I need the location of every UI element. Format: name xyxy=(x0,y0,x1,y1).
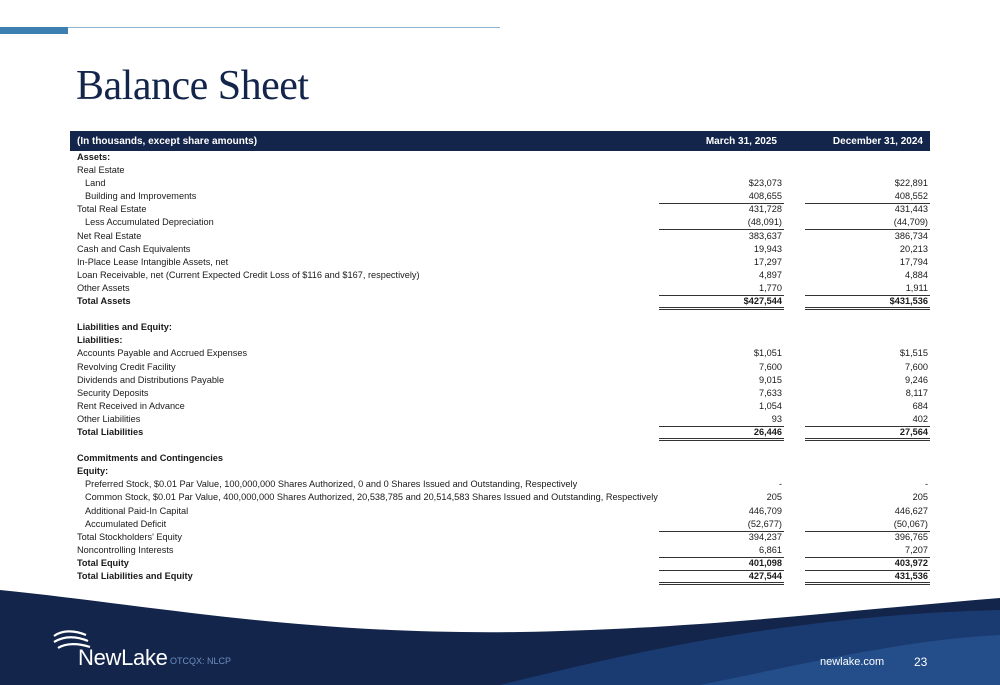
value-dec-2024: 403,972 xyxy=(805,557,930,571)
table-row xyxy=(70,478,930,491)
row-label: Assets: xyxy=(77,152,111,162)
row-label: Accumulated Deficit xyxy=(85,518,167,529)
value-dec-2024: 386,734 xyxy=(894,230,928,241)
logo-text: NewLake xyxy=(78,645,168,670)
value-march-2025: $23,073 xyxy=(748,178,782,189)
value-dec-2024: 27,564 xyxy=(805,426,930,441)
value-march-2025: 7,600 xyxy=(759,361,782,372)
table-row xyxy=(70,426,930,439)
value-march-2025: 6,861 xyxy=(659,544,784,558)
value-march-2025: $1,051 xyxy=(753,348,782,359)
table-row xyxy=(70,203,930,216)
value-march-2025: 1,770 xyxy=(659,282,784,296)
row-label: Equity: xyxy=(77,466,109,477)
table-header xyxy=(70,131,930,151)
table-body xyxy=(70,151,930,583)
table-row xyxy=(70,505,930,518)
value-march-2025: 394,237 xyxy=(748,531,782,542)
row-label: Cash and Cash Equivalents xyxy=(77,243,191,254)
row-label: Noncontrolling Interests xyxy=(77,544,174,555)
table-row xyxy=(70,557,930,570)
table-row xyxy=(70,491,930,504)
value-march-2025: 4,897 xyxy=(759,269,782,280)
value-dec-2024: - xyxy=(924,479,928,490)
value-dec-2024: 4,884 xyxy=(905,269,928,280)
row-label: Less Accumulated Depreciation xyxy=(85,217,214,228)
row-label: Total Equity xyxy=(77,557,129,568)
value-march-2025: (52,677) xyxy=(659,518,784,532)
table-row xyxy=(70,400,930,413)
value-dec-2024: (44,709) xyxy=(805,216,930,230)
page-number: 23 xyxy=(914,655,928,669)
value-march-2025: 446,709 xyxy=(748,505,782,516)
table-row xyxy=(70,190,930,203)
table-row xyxy=(70,282,930,295)
value-dec-2024: 1,911 xyxy=(805,282,930,296)
value-dec-2024: 684 xyxy=(912,400,928,411)
row-label: Other Assets xyxy=(77,282,130,293)
row-label: Preferred Stock, $0.01 Par Value, 100,000,000 Shares Authorized, 0 and 0 Shares Issued and Outstanding, Respectively xyxy=(85,479,578,490)
table-row xyxy=(70,164,930,177)
value-march-2025: 9,015 xyxy=(759,374,782,385)
table-row xyxy=(70,295,930,308)
value-dec-2024: $431,536 xyxy=(805,295,930,310)
row-label: Total Stockholders' Equity xyxy=(77,531,182,542)
table-row xyxy=(70,361,930,374)
page-title: Balance Sheet xyxy=(76,63,309,109)
row-label: Net Real Estate xyxy=(77,230,142,241)
value-march-2025: 17,297 xyxy=(753,256,782,267)
table-row xyxy=(70,374,930,387)
value-march-2025: 7,633 xyxy=(759,387,782,398)
row-label: Total Assets xyxy=(77,296,131,307)
row-label: Security Deposits xyxy=(77,387,149,398)
value-dec-2024: $22,891 xyxy=(894,178,928,189)
table-row xyxy=(70,531,930,544)
header-march-2025: March 31, 2025 xyxy=(705,136,777,147)
value-march-2025: 93 xyxy=(659,413,784,427)
value-march-2025: 383,637 xyxy=(748,230,782,241)
value-dec-2024: 8,117 xyxy=(905,387,928,398)
value-march-2025: 1,054 xyxy=(759,400,782,411)
value-march-2025: 205 xyxy=(766,492,782,503)
table-row xyxy=(70,518,930,531)
value-dec-2024: 431,443 xyxy=(894,204,928,215)
table-row xyxy=(70,439,930,452)
value-march-2025: 431,728 xyxy=(748,204,782,215)
row-label: Total Liabilities xyxy=(77,426,144,437)
table-row xyxy=(70,387,930,400)
row-label: In-Place Lease Intangible Assets, net xyxy=(77,256,229,267)
table-row xyxy=(70,269,930,282)
table-row xyxy=(70,308,930,321)
row-label: Dividends and Distributions Payable xyxy=(77,374,225,385)
value-dec-2024: (50,067) xyxy=(805,518,930,532)
table-row xyxy=(70,321,930,334)
value-dec-2024: 20,213 xyxy=(899,243,928,254)
ticker-symbol: OTCQX: NLCP xyxy=(170,656,232,666)
value-march-2025: 427,544 xyxy=(659,570,784,585)
row-label: Building and Improvements xyxy=(85,191,197,202)
header-units: (In thousands, except share amounts) xyxy=(77,136,258,147)
value-dec-2024: 9,246 xyxy=(905,374,928,385)
table-row xyxy=(70,334,930,347)
row-label: Liabilities: xyxy=(77,335,123,346)
row-label: Other Liabilities xyxy=(77,413,141,424)
row-label: Land xyxy=(85,178,106,189)
value-dec-2024: 205 xyxy=(912,492,928,503)
value-march-2025: 408,655 xyxy=(659,190,784,204)
row-label: Commitments and Contingencies xyxy=(77,453,223,464)
row-label: Loan Receivable, net (Current Expected Credit Loss of $116 and $167, respectively) xyxy=(77,269,420,280)
value-dec-2024: 408,552 xyxy=(805,190,930,204)
top-accent-bar xyxy=(0,27,68,34)
table-row xyxy=(70,347,930,360)
table-row xyxy=(70,465,930,478)
row-label: Revolving Credit Facility xyxy=(77,361,176,372)
value-dec-2024: 17,794 xyxy=(899,256,928,267)
table-row xyxy=(70,452,930,465)
value-march-2025: - xyxy=(778,479,782,490)
value-dec-2024: 7,207 xyxy=(805,544,930,558)
row-label: Common Stock, $0.01 Par Value, 400,000,000 Shares Authorized, 20,538,785 and 20,514,583 Shares Issued and Outstanding, Respectively xyxy=(85,492,658,503)
row-label: Accounts Payable and Accrued Expenses xyxy=(77,348,248,359)
row-label: Total Liabilities and Equity xyxy=(77,571,193,581)
value-march-2025: 401,098 xyxy=(659,557,784,571)
table-row xyxy=(70,243,930,256)
table-row xyxy=(70,151,930,164)
value-dec-2024: 402 xyxy=(805,413,930,427)
header-dec-2024: December 31, 2024 xyxy=(832,136,923,147)
value-dec-2024: 446,627 xyxy=(894,505,928,516)
value-dec-2024: 431,536 xyxy=(805,570,930,585)
top-accent-line xyxy=(0,27,500,28)
value-march-2025: $427,544 xyxy=(659,295,784,310)
row-label: Real Estate xyxy=(77,165,125,176)
value-march-2025: 19,943 xyxy=(753,243,782,254)
value-march-2025: 26,446 xyxy=(659,426,784,441)
table-row xyxy=(70,413,930,426)
row-label: Rent Received in Advance xyxy=(77,400,185,411)
table-row xyxy=(70,230,930,243)
table-row xyxy=(70,256,930,269)
table-row xyxy=(70,216,930,229)
value-dec-2024: 396,765 xyxy=(894,531,928,542)
balance-sheet-table xyxy=(70,131,930,583)
value-dec-2024: $1,515 xyxy=(899,348,928,359)
row-label: Liabilities and Equity: xyxy=(77,322,172,333)
website-link[interactable]: newlake.com xyxy=(820,656,885,668)
value-march-2025: (48,091) xyxy=(659,216,784,230)
value-dec-2024: 7,600 xyxy=(905,361,928,372)
table-row xyxy=(70,177,930,190)
row-label: Additional Paid-In Capital xyxy=(85,505,189,516)
row-label: Total Real Estate xyxy=(77,204,147,215)
table-row xyxy=(70,544,930,557)
